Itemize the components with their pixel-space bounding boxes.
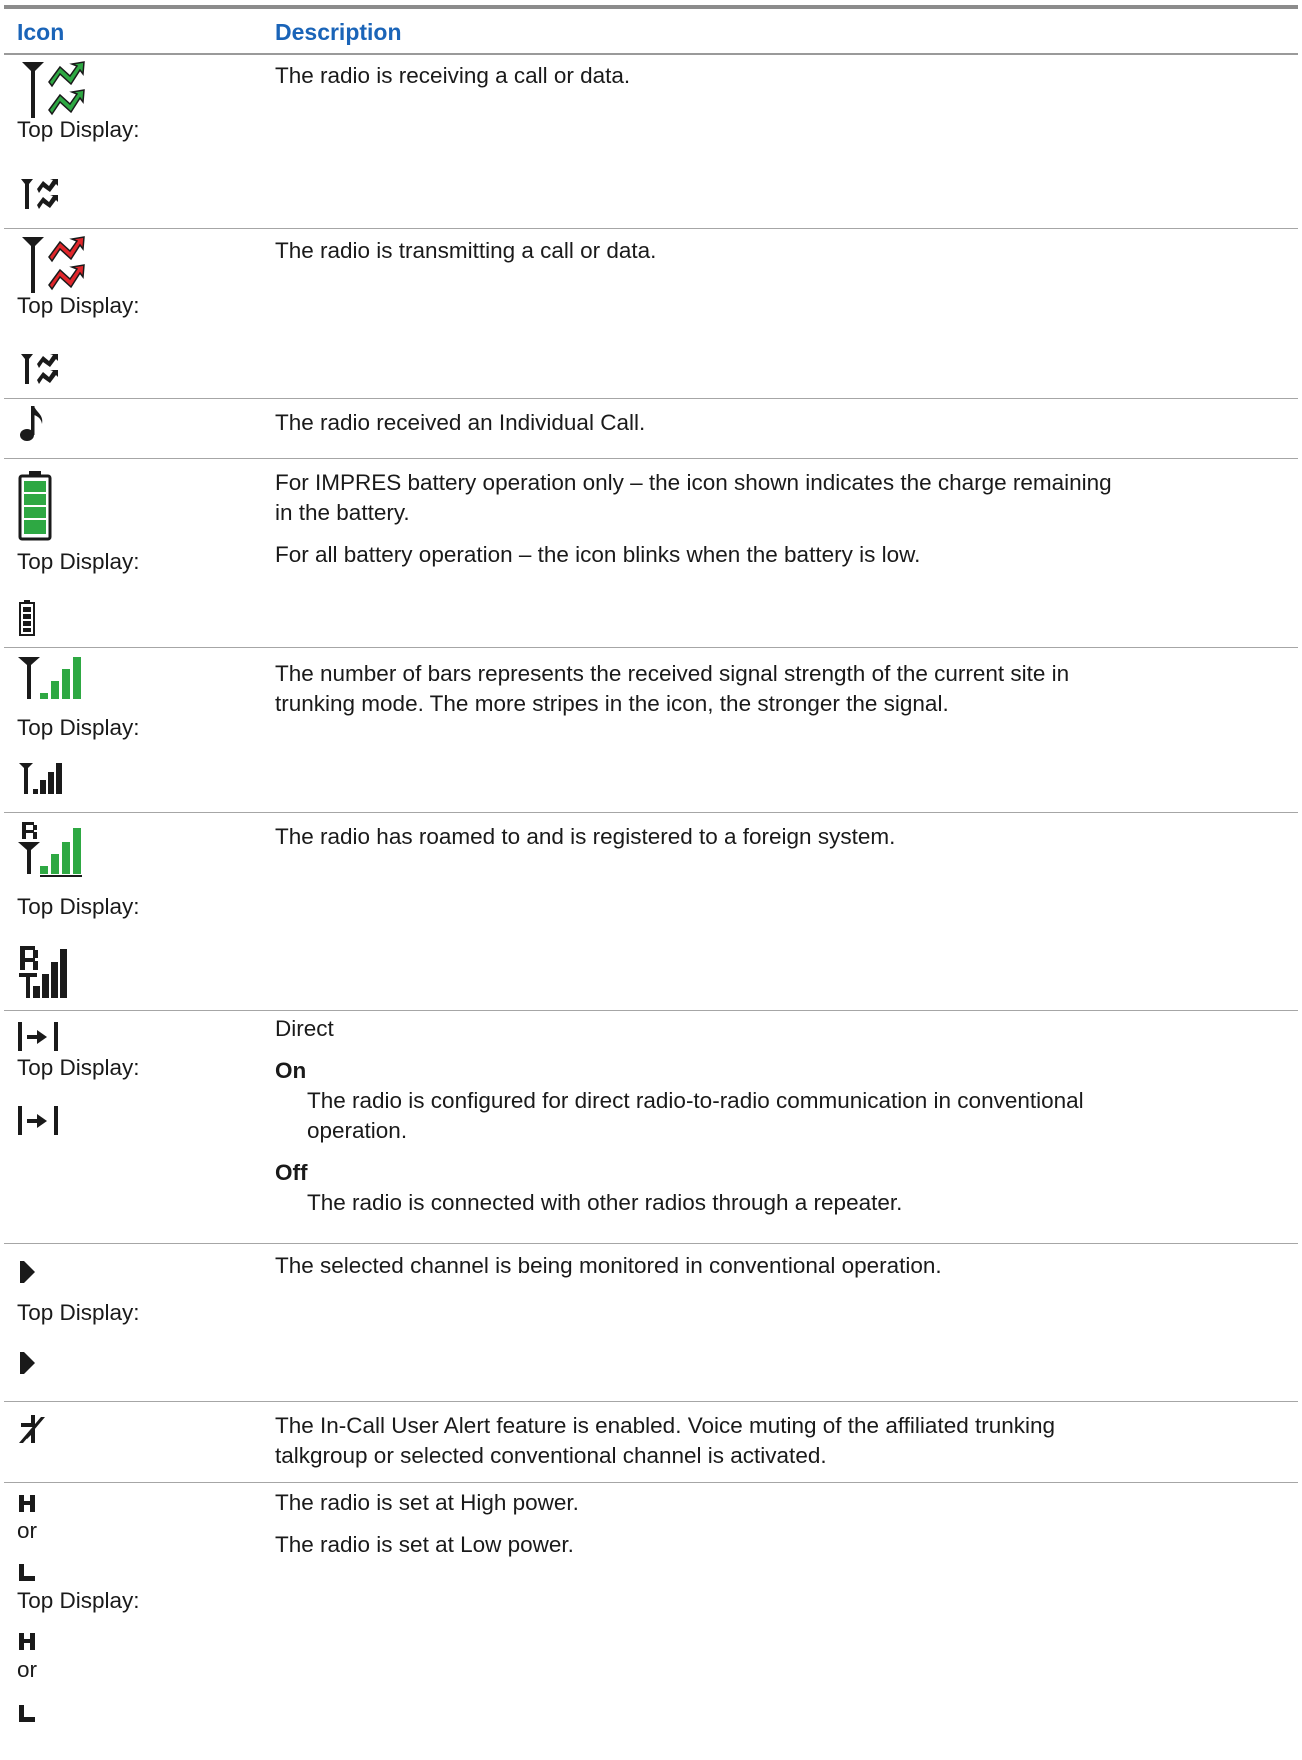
roaming-mono-icon bbox=[19, 946, 69, 1000]
table-row bbox=[4, 458, 1298, 648]
description-text: The radio has roamed to and is registered to a foreign system. bbox=[275, 824, 896, 849]
table-row bbox=[4, 228, 1298, 399]
top-display-label: Top Display: bbox=[17, 715, 140, 740]
direct-title: Direct bbox=[275, 1016, 334, 1041]
icon-column-header: Icon bbox=[17, 19, 65, 45]
row-description bbox=[275, 1488, 1285, 1572]
description-text: talkgroup or selected conventional channel is activated. bbox=[275, 1443, 827, 1468]
description-text: For all battery operation – the icon blinks when the battery is low. bbox=[275, 542, 921, 567]
description-text: trunking mode. The more stripes in the icon, the stronger the signal. bbox=[275, 691, 949, 716]
transmitting-mono-icon bbox=[21, 354, 65, 384]
table-row bbox=[4, 647, 1298, 813]
signal-strength-mono-icon bbox=[19, 763, 65, 795]
table-row bbox=[4, 1010, 1298, 1244]
off-description: The radio is connected with other radios through a repeater. bbox=[307, 1190, 903, 1215]
row-description bbox=[275, 659, 1285, 731]
description-text: The radio is set at Low power. bbox=[275, 1532, 574, 1557]
battery-mono-icon bbox=[19, 600, 35, 636]
receiving-mono-icon bbox=[21, 179, 65, 209]
description-text: The radio is receiving a call or data. bbox=[275, 63, 631, 88]
receiving-icon bbox=[22, 62, 92, 118]
music-note-icon bbox=[20, 406, 44, 442]
top-display-label: Top Display: bbox=[17, 293, 140, 318]
description-column-header: Description bbox=[275, 19, 402, 45]
monitor-icon bbox=[20, 1261, 36, 1287]
on-description: The radio is configured for direct radio-to-radio communication in conventional bbox=[307, 1088, 1084, 1113]
row-description bbox=[275, 1411, 1285, 1483]
description-text: in the battery. bbox=[275, 500, 410, 525]
low-power-mono-icon bbox=[18, 1704, 38, 1724]
high-power-icon bbox=[18, 1494, 38, 1514]
signal-strength-icon bbox=[18, 657, 88, 701]
table-row bbox=[4, 1401, 1298, 1483]
table-header bbox=[4, 9, 1298, 55]
description-text: For IMPRES battery operation only – the icon shown indicates the charge remaining bbox=[275, 470, 1112, 495]
description-text: The radio is transmitting a call or data. bbox=[275, 238, 657, 263]
row-description bbox=[275, 1251, 1285, 1293]
row-description bbox=[275, 408, 1285, 450]
battery-icon bbox=[18, 471, 54, 541]
or-label: or bbox=[17, 1657, 38, 1682]
high-power-mono-icon bbox=[18, 1632, 38, 1652]
user-alert-icon bbox=[19, 1415, 47, 1445]
table-row bbox=[4, 812, 1298, 1011]
description-text: The In-Call User Alert feature is enabled. Voice muting of the affiliated trunking bbox=[275, 1413, 1056, 1438]
roaming-icon bbox=[18, 822, 88, 878]
top-display-label: Top Display: bbox=[17, 894, 140, 919]
table-row bbox=[4, 398, 1298, 459]
direct-mono-icon bbox=[18, 1106, 62, 1136]
direct-icon bbox=[18, 1022, 62, 1052]
on-description: operation. bbox=[307, 1118, 408, 1143]
top-display-label: Top Display: bbox=[17, 1588, 140, 1613]
description-text: The radio is set at High power. bbox=[275, 1490, 579, 1515]
transmitting-icon bbox=[22, 237, 92, 293]
table-row bbox=[4, 1482, 1298, 1760]
table-row bbox=[4, 1243, 1298, 1402]
row-description bbox=[275, 61, 1285, 103]
top-display-label: Top Display: bbox=[17, 549, 140, 574]
description-text: The radio received an Individual Call. bbox=[275, 410, 646, 435]
row-description bbox=[275, 236, 1285, 278]
table-row bbox=[4, 55, 1298, 229]
description-text: The selected channel is being monitored in conventional operation. bbox=[275, 1253, 942, 1278]
row-description bbox=[275, 822, 1285, 864]
or-label: or bbox=[17, 1518, 38, 1543]
top-display-label: Top Display: bbox=[17, 1055, 140, 1080]
row-description bbox=[275, 468, 1285, 582]
top-display-label: Top Display: bbox=[17, 1300, 140, 1325]
description-text: The number of bars represents the received signal strength of the current site in bbox=[275, 661, 1070, 686]
top-display-label: Top Display: bbox=[17, 117, 140, 142]
off-label: Off bbox=[275, 1160, 308, 1185]
row-description bbox=[275, 1014, 1285, 1230]
monitor-mono-icon bbox=[20, 1352, 36, 1378]
on-label: On bbox=[275, 1058, 307, 1083]
low-power-icon bbox=[18, 1563, 38, 1583]
